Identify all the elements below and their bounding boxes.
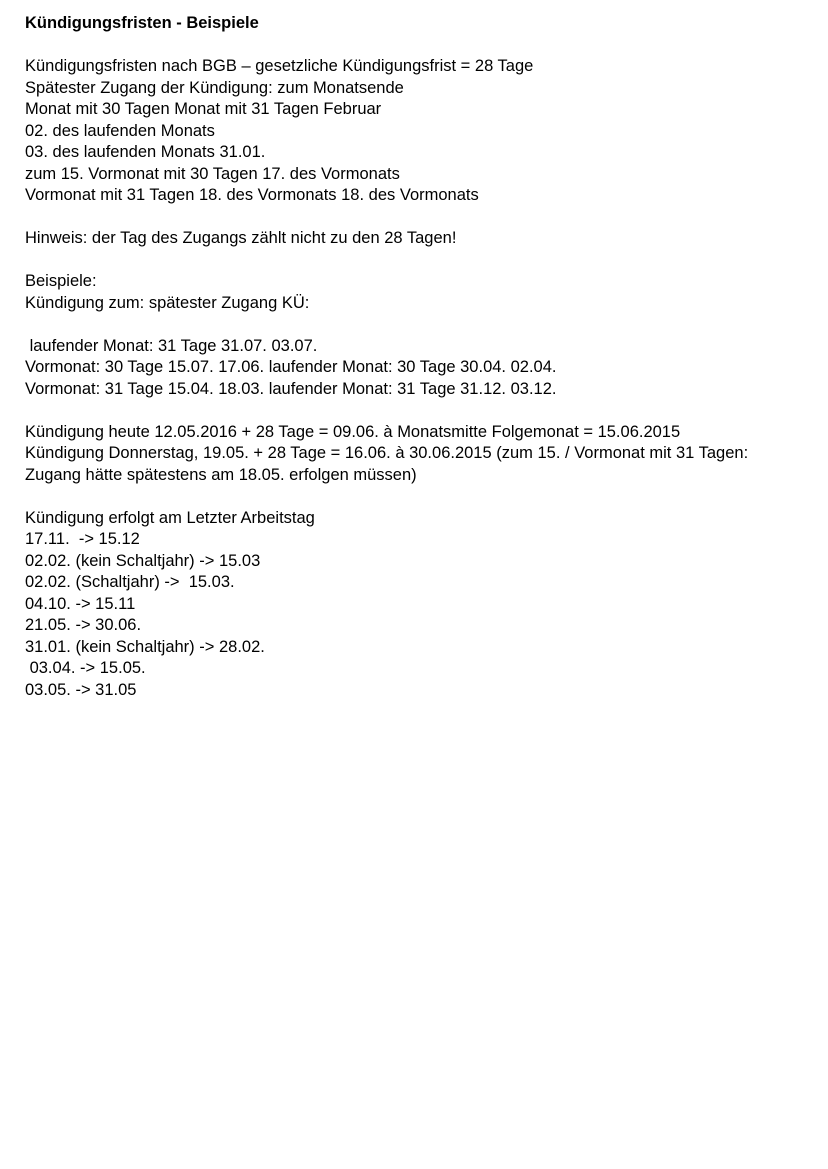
hinweis-note: Hinweis: der Tag des Zugangs zählt nicht zu den 28 Tagen! bbox=[25, 229, 457, 247]
text-line: Monat mit 30 Tagen Monat mit 31 Tagen Februar bbox=[25, 100, 382, 118]
text-line: zum 15. Vormonat mit 30 Tagen 17. des Vormonats bbox=[25, 164, 400, 183]
spacer bbox=[25, 207, 815, 229]
text-line: Vormonat mit 31 Tagen 18. des Vormonats 18. des Vormonats bbox=[25, 186, 479, 204]
example-line: laufender Monat: 31 Tage 31.07. 03.07. bbox=[25, 336, 318, 355]
beispiele-subheading: Kündigung zum: spätester Zugang KÜ: bbox=[25, 293, 310, 312]
text-line: Kündigungsfristen nach BGB – gesetzliche Kündigungsfrist = 28 Tage bbox=[25, 57, 534, 75]
example-line: Vormonat: 30 Tage 15.07. 17.06. laufender Monat: 30 Tage 30.04. 02.04. bbox=[25, 358, 557, 376]
spacer bbox=[25, 486, 815, 508]
document-title: Kündigungsfristen - Beispiele bbox=[25, 14, 259, 32]
date-mapping-line: 31.01. (kein Schaltjahr) -> 28.02. bbox=[25, 637, 265, 656]
date-mapping-line: 17.11. -> 15.12 bbox=[25, 530, 140, 548]
date-mapping-line: 02.02. (kein Schaltjahr) -> 15.03 bbox=[25, 551, 261, 570]
calculation-line: Kündigung heute 12.05.2016 + 28 Tage = 09.06. à Monatsmitte Folgemonat = 15.06.2015 bbox=[25, 422, 681, 441]
spacer bbox=[25, 35, 815, 57]
date-mapping-line: 04.10. -> 15.11 bbox=[25, 594, 136, 613]
date-mapping-line: 02.02. (Schaltjahr) -> 15.03. bbox=[25, 573, 235, 591]
date-mapping-line: 21.05. -> 30.06. bbox=[25, 616, 142, 634]
spacer bbox=[25, 400, 815, 422]
spacer bbox=[25, 250, 815, 272]
text-line: Spätester Zugang der Kündigung: zum Monatsende bbox=[25, 78, 404, 97]
date-mapping-line: 03.05. -> 31.05 bbox=[25, 680, 137, 699]
last-workday-heading: Kündigung erfolgt am Letzter Arbeitstag bbox=[25, 508, 315, 527]
date-mapping-line: 03.04. -> 15.05. bbox=[25, 659, 146, 677]
document-page bbox=[25, 13, 815, 701]
beispiele-heading: Beispiele: bbox=[25, 272, 97, 290]
example-line: Vormonat: 31 Tage 15.04. 18.03. laufender Monat: 31 Tage 31.12. 03.12. bbox=[25, 379, 557, 398]
text-line: 03. des laufenden Monats 31.01. bbox=[25, 143, 266, 161]
text-line: 02. des laufenden Monats bbox=[25, 121, 215, 140]
calculation-line: Kündigung Donnerstag, 19.05. + 28 Tage = 16.06. à 30.06.2015 (zum 15. / Vormonat mit 31 Tagen: Zugang hätte spätestens am 18.05. erfolgen müssen) bbox=[25, 444, 749, 484]
spacer bbox=[25, 314, 815, 336]
